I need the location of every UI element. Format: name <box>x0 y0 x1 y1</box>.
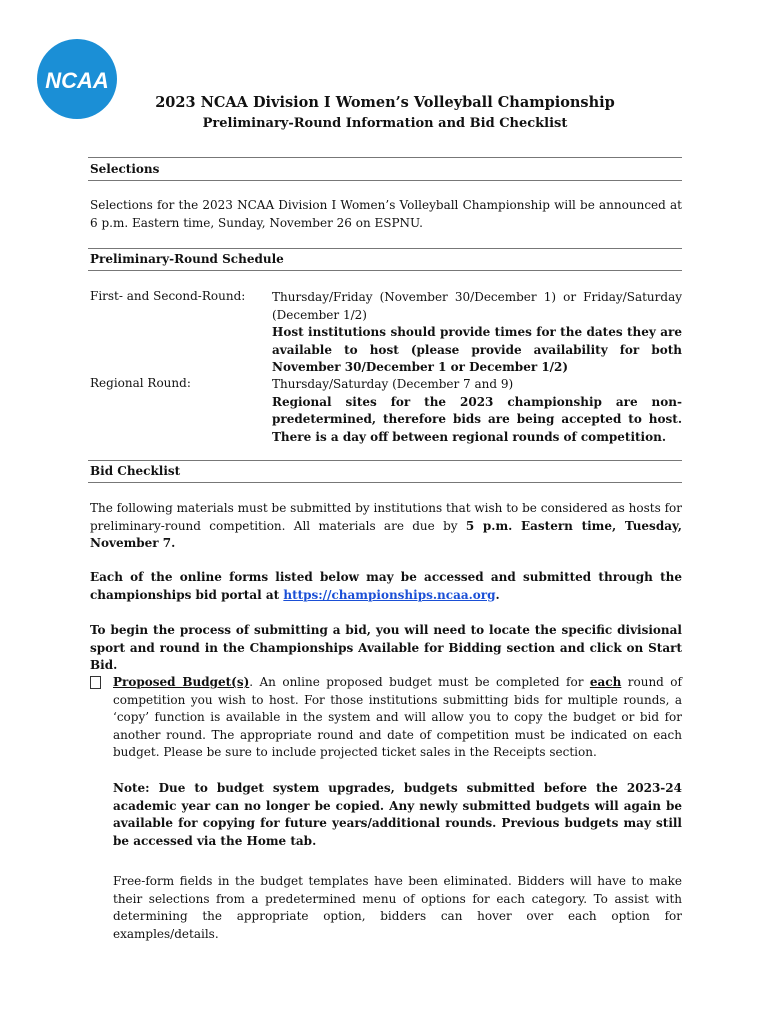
first-round-info <box>272 289 682 377</box>
checklist-due-date: 5 p.m. Eastern time, Tuesday, November 7. <box>90 518 682 550</box>
regional-round-note: Regional sites for the 2023 championship are non-predetermined, therefore bids are being accepted to host. There is a day off between regional rounds of competition. <box>272 394 682 444</box>
schedule-heading: Preliminary-Round Schedule <box>90 252 284 266</box>
portal-paragraph <box>90 569 682 604</box>
regional-round-info <box>272 376 682 446</box>
portal-end: . <box>495 587 500 602</box>
selections-heading: Selections <box>90 162 160 176</box>
first-round-label: First- and Second-Round: <box>90 289 246 303</box>
divider <box>88 460 682 461</box>
divider <box>88 482 682 483</box>
first-round-note: Host institutions should provide times for the dates they are available to host (please provide availability for both November 30/December 1 or December 1/2) <box>272 325 682 374</box>
freeform-text: Free-form fields in the budget templates have been eliminated. Bidders will have to make their selections from a predetermined menu of options for each category. To assist with determining the appropriate option, bidders can hover over each option for examples/details. <box>113 874 682 941</box>
budget-item <box>113 674 682 762</box>
budget-text-1: . An online proposed budget must be completed for <box>249 675 584 689</box>
budget-text-2: round of competition you wish to host. For those institutions submitting bids for multiple rounds, a ‘copy’ function is available in the system and will allow you to copy the budget or bid for another round. The appropriate round and date of competition must be indicated on each budget. Please be sure to include projected ticket sales in the Receipts section. <box>113 675 682 759</box>
selections-text: Selections for the 2023 NCAA Division I Women’s Volleyball Championship will be announced at 6 p.m. Eastern time, Sunday, November 26 on ESPNU. <box>90 198 682 230</box>
page-title: 2023 NCAA Division I Women’s Volleyball Championship <box>155 94 615 111</box>
checklist-intro-text: The following materials must be submitted by institutions that wish to be considered as hosts for preliminary-round competition. All materials are due by <box>90 501 682 533</box>
regional-round-dates: Thursday/Saturday (December 7 and 9) <box>272 377 514 391</box>
divider <box>88 180 682 181</box>
budget-each: each <box>589 675 622 689</box>
divider <box>88 270 682 271</box>
portal-text: Each of the online forms listed below may be accessed and submitted through the championships bid portal at <box>90 570 682 602</box>
bid-portal-link[interactable]: https://championships.ncaa.org <box>283 587 496 602</box>
checklist-heading: Bid Checklist <box>90 464 181 478</box>
budget-checkbox[interactable] <box>90 676 101 689</box>
page-subtitle: Preliminary-Round Information and Bid Checklist <box>202 116 568 131</box>
first-round-dates: Thursday/Friday (November 30/December 1) or Friday/Saturday (December 1/2) <box>272 290 682 322</box>
begin-instructions: To begin the process of submitting a bid, you will need to locate the specific divisional sport and round in the Championships Available for Bidding section and click on Start Bid. <box>90 623 682 672</box>
budget-title: Proposed Budget(s) <box>113 675 250 689</box>
checklist-intro <box>90 500 682 553</box>
divider <box>88 157 682 158</box>
logo-text: NCAA <box>45 68 109 93</box>
budget-note: Note: Due to budget system upgrades, budgets submitted before the 2023-24 academic year can no longer be copied. Any newly submitted budgets will again be available for copying for future years/additional rounds. Previous budgets may still be accessed via the Home tab. <box>113 781 682 848</box>
regional-round-label: Regional Round: <box>90 376 191 390</box>
divider <box>88 248 682 249</box>
